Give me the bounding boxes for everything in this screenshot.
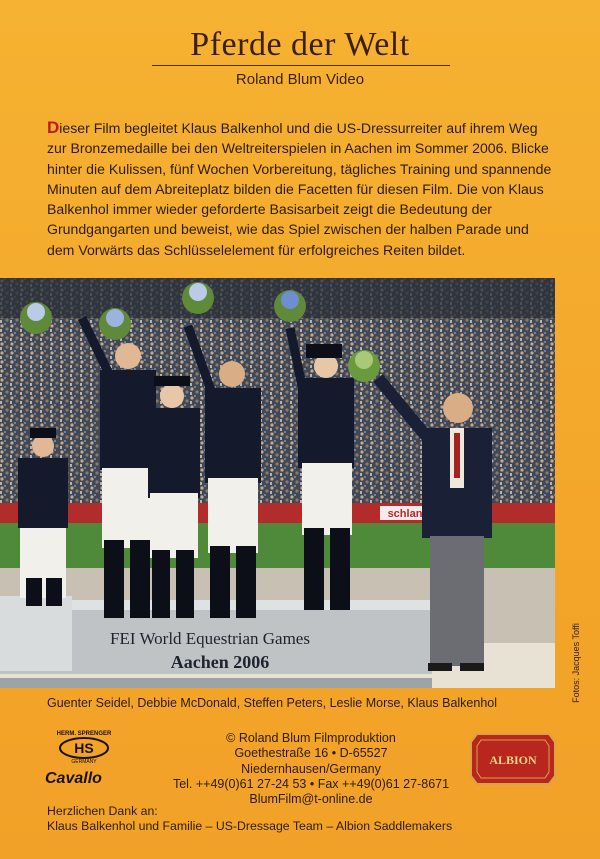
company-address: Goethestraße 16 • D-65527 Niedernhausen/Germany — [234, 746, 388, 776]
podium-photo — [0, 278, 555, 688]
svg-text:GERMANY: GERMANY — [71, 759, 97, 764]
company-email: BlumFilm@t-online.de — [249, 792, 373, 807]
podium-text-line2: Aachen 2006 — [170, 652, 270, 672]
svg-text:ALBION: ALBION — [489, 753, 537, 767]
photo-caption: Guenter Seidel, Debbie McDonald, Steffen Peters, Leslie Morse, Klaus Balkenhol — [47, 696, 498, 710]
title-divider — [152, 65, 450, 66]
albion-logo — [469, 730, 557, 788]
svg-text:HERM. SPRENGER: HERM. SPRENGER — [56, 731, 112, 737]
thanks-names: Klaus Balkenhol und Familie – US-Dressage Team – Albion Saddlemakers — [47, 819, 453, 833]
contact-block — [166, 731, 456, 807]
thanks-block — [47, 804, 452, 834]
page-subtitle: Roland Blum Video — [235, 71, 365, 88]
thanks-heading: Herzlichen Dank an: — [47, 804, 158, 818]
svg-text:HS: HS — [74, 740, 94, 756]
intro-text: ieser Film begleitet Klaus Balkenhol und die US-Dressurreiter auf ihrem Weg zur Bronzemedaille bei den Weltreiterspielen in Aachen im Sommer 2006. Blicke hinter die Kulissen, fünf Wochen Vorbereitung, tägliches Training und spannende Minuten auf dem Abreiteplatz bilden die Facetten für diesen Film. Die von Klaus Balkenhol immer wieder geforderte Basisarbeit zeigt die Bedeutung der Grundgangarten und beweist, wie das Spiel zwischen der halben Parade und dem Vorwärts das Schlüsselelement für erfolgreiches Reiten bildet. — [47, 120, 552, 258]
company-name: © Roland Blum Filmproduktion — [226, 731, 396, 745]
podium-text-line1: FEI World Equestrian Games — [110, 629, 310, 648]
cavallo-logo: Cavallo — [45, 770, 102, 787]
drop-cap: D — [47, 118, 60, 137]
photo-credit: Fotos: Jacques Toffi — [570, 623, 581, 703]
hs-sprenger-logo — [48, 728, 120, 764]
banner-text: schlan — [387, 508, 423, 520]
page-title: Pferde der Welt — [190, 26, 410, 63]
intro-paragraph — [47, 118, 559, 260]
company-phone: Tel. ++49(0)61 27-24 53 • Fax ++49(0)61 27-8671 — [172, 776, 450, 791]
